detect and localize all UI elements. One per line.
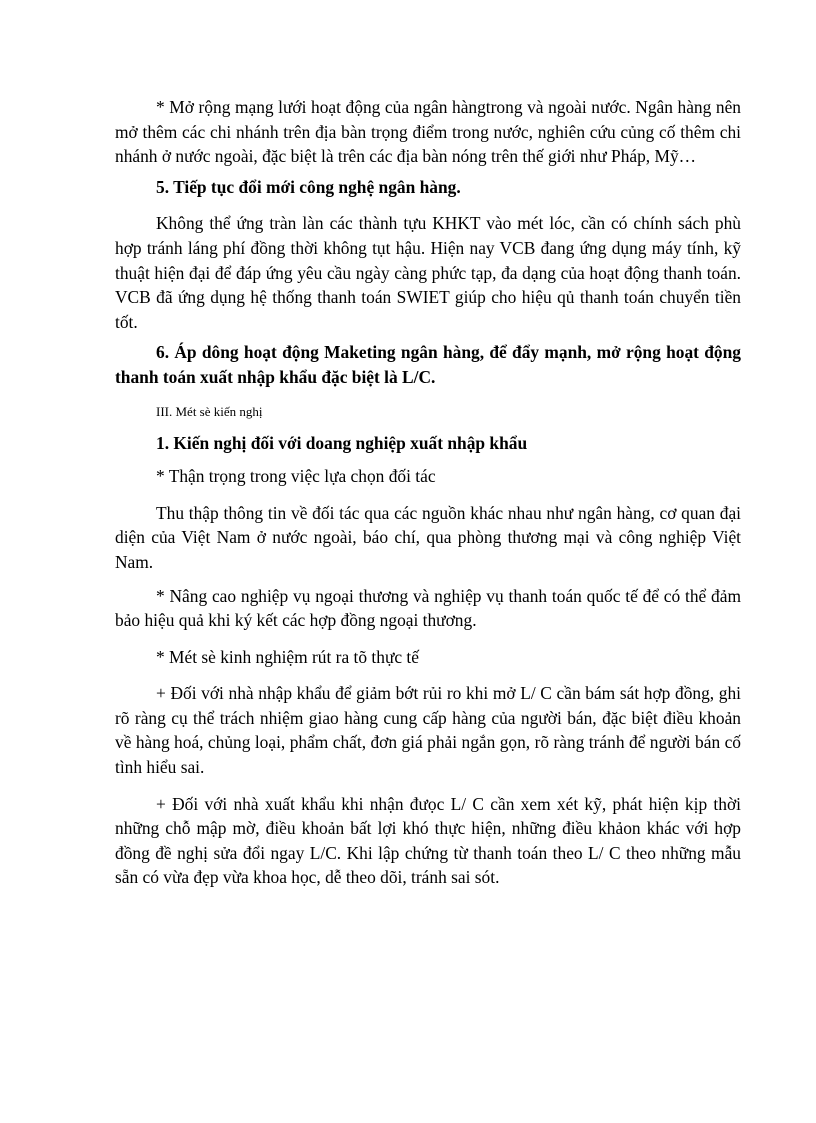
heading-5-technology: 5. Tiếp tục đổi mới công nghệ ngân hàng. xyxy=(156,176,461,197)
heading-6-marketing: 6. Áp dông hoạt động Maketing ngân hàng, để đẩy mạnh, mở rộng hoạt động thanh toán xuất nhập khẩu đặc biệt là L/C. xyxy=(115,342,741,387)
heading-iii-recommendations: III. Mét sè kiến nghị xyxy=(156,403,263,419)
paragraph-importer: + Đối với nhà nhập khẩu để giảm bớt rủi ro khi mở L/ C cần bám sát hợp đồng, ghi rõ ràng cụ thể trách nhiệm giao hàng cung cấp hàng của người bán, đặc biệt điều khoản về hàng hoá, chủng loại, phẩm chất, đơn giá phải ngắn gọn, rõ ràng tránh để người bán cố tình hiểu sai. xyxy=(115,683,741,778)
paragraph-careful-partner: * Thận trọng trong việc lựa chọn đối tác xyxy=(156,466,436,487)
paragraph-exporter: + Đối với nhà xuất khẩu khi nhận đưọc L/ C cần xem xét kỹ, phát hiện kịp thời những chỗ mập mờ, điều khoản bất lợi khó thực hiện, những điều khảon khác với hợp đồng đề nghị sửa đổi ngay L/C. Khi lập chứng từ thanh toán theo L/ C theo những mẫu sẵn có vừa đẹp vừa khoa học, dễ theo dõi, tránh sai sót. xyxy=(115,793,741,888)
paragraph-experience: * Mét sè kinh nghiệm rút ra tõ thực tế xyxy=(156,646,419,667)
paragraph-expand-network: * Mở rộng mạng lưới hoạt động của ngân hàngtrong và ngoài nước. Ngân hàng nên mở thêm các chi nhánh trên địa bàn trọng điểm trong nước, nghiên cứu củng cố thêm chi nhánh ở nước ngoài, đặc biệt là trên các địa bàn nóng trên thế giới như Pháp, Mỹ… xyxy=(115,97,741,167)
paragraph-collect-information: Thu thập thông tin về đối tác qua các nguồn khác nhau như ngân hàng, cơ quan đại diện của Việt Nam ở nước ngoài, báo chí, qua phòng thương mại và công nghiệp Việt Nam. xyxy=(115,502,741,572)
heading-1-recommendation-enterprises: 1. Kiến nghị đối với doang nghiệp xuất nhập khẩu xyxy=(156,432,528,453)
paragraph-technology: Không thể ứng tràn làn các thành tựu KHKT vào mét lóc, cần có chính sách phù hợp tránh láng phí đồng thời không tụt hậu. Hiện nay VCB đang ứng dụng máy tính, kỹ thuật hiện đại để đáp ứng yêu cầu ngày càng phức tạp, đa dạng của hoạt động thanh toán. VCB đã ứng dụng hệ thống thanh toán SWIET giúp cho hiệu qủ thanh toán chuyển tiền tốt. xyxy=(115,213,741,332)
paragraph-improve-skills: * Nâng cao nghiệp vụ ngoại thương và nghiệp vụ thanh toán quốc tế để có thể đảm bảo hiệu quả khi ký kết các hợp đồng ngoại thương. xyxy=(115,585,741,631)
document-body xyxy=(115,95,741,890)
